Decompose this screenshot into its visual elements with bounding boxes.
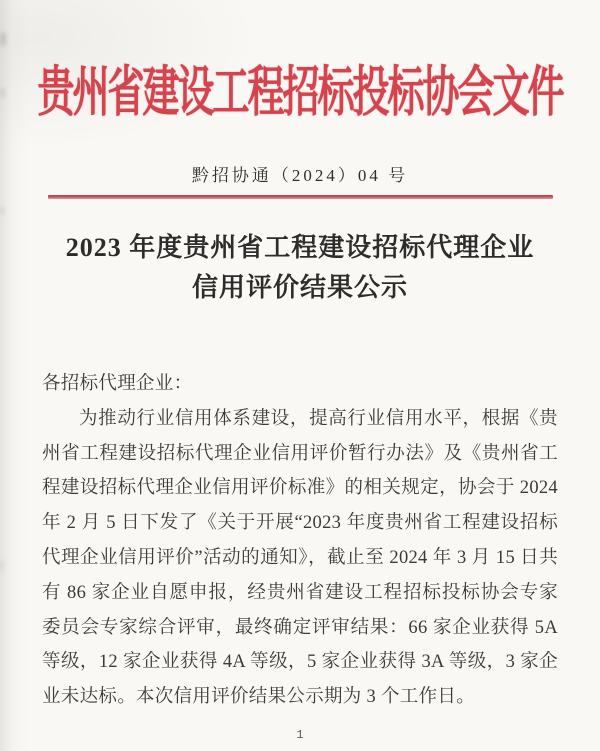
body-paragraph: 为推动行业信用体系建设，提高行业信用水平，根据《贵州省工程建设招标代理企业信用评价暂行办法》及《贵州省工程建设招标代理企业信用评价标准》的相关规定，协会于 2024 年 2 月 5 日下发了《关于开展“2023 年度贵州省工程建设招标代理企业信用评价”活动的通知》，截止至 2024 年 3 月 15 日共有 86 家企业自愿申报，经贵州省建设工程招标投标协会专家委员会专家综合评审，最终确定评审结果：66 家企业获得 5A 等级，12 家企业获得 4A 等级，5 家企业获得 3A 等级，3 家企业未达标。本次信用评价结果公示期为 3 个工作日。 xyxy=(42,408,558,708)
document-reference-number: 黔招协通（2024）04 号 xyxy=(191,166,409,185)
red-separator-rule xyxy=(48,195,553,199)
document-title xyxy=(0,228,600,308)
document-title-line1: 2023 年度贵州省工程建设招标代理企业 xyxy=(65,233,535,262)
page-number: 1 xyxy=(296,728,304,742)
document-body xyxy=(42,367,558,715)
org-title-text: 贵州省建设工程招标投标协会文件 xyxy=(37,63,563,124)
red-letterhead-title xyxy=(0,47,600,124)
salutation: 各招标代理企业： xyxy=(42,374,193,394)
scan-smudge xyxy=(0,32,6,46)
scan-smudge xyxy=(0,206,4,215)
document-title-line2: 信用评价结果公示 xyxy=(191,273,408,302)
scan-smudge xyxy=(0,560,4,572)
